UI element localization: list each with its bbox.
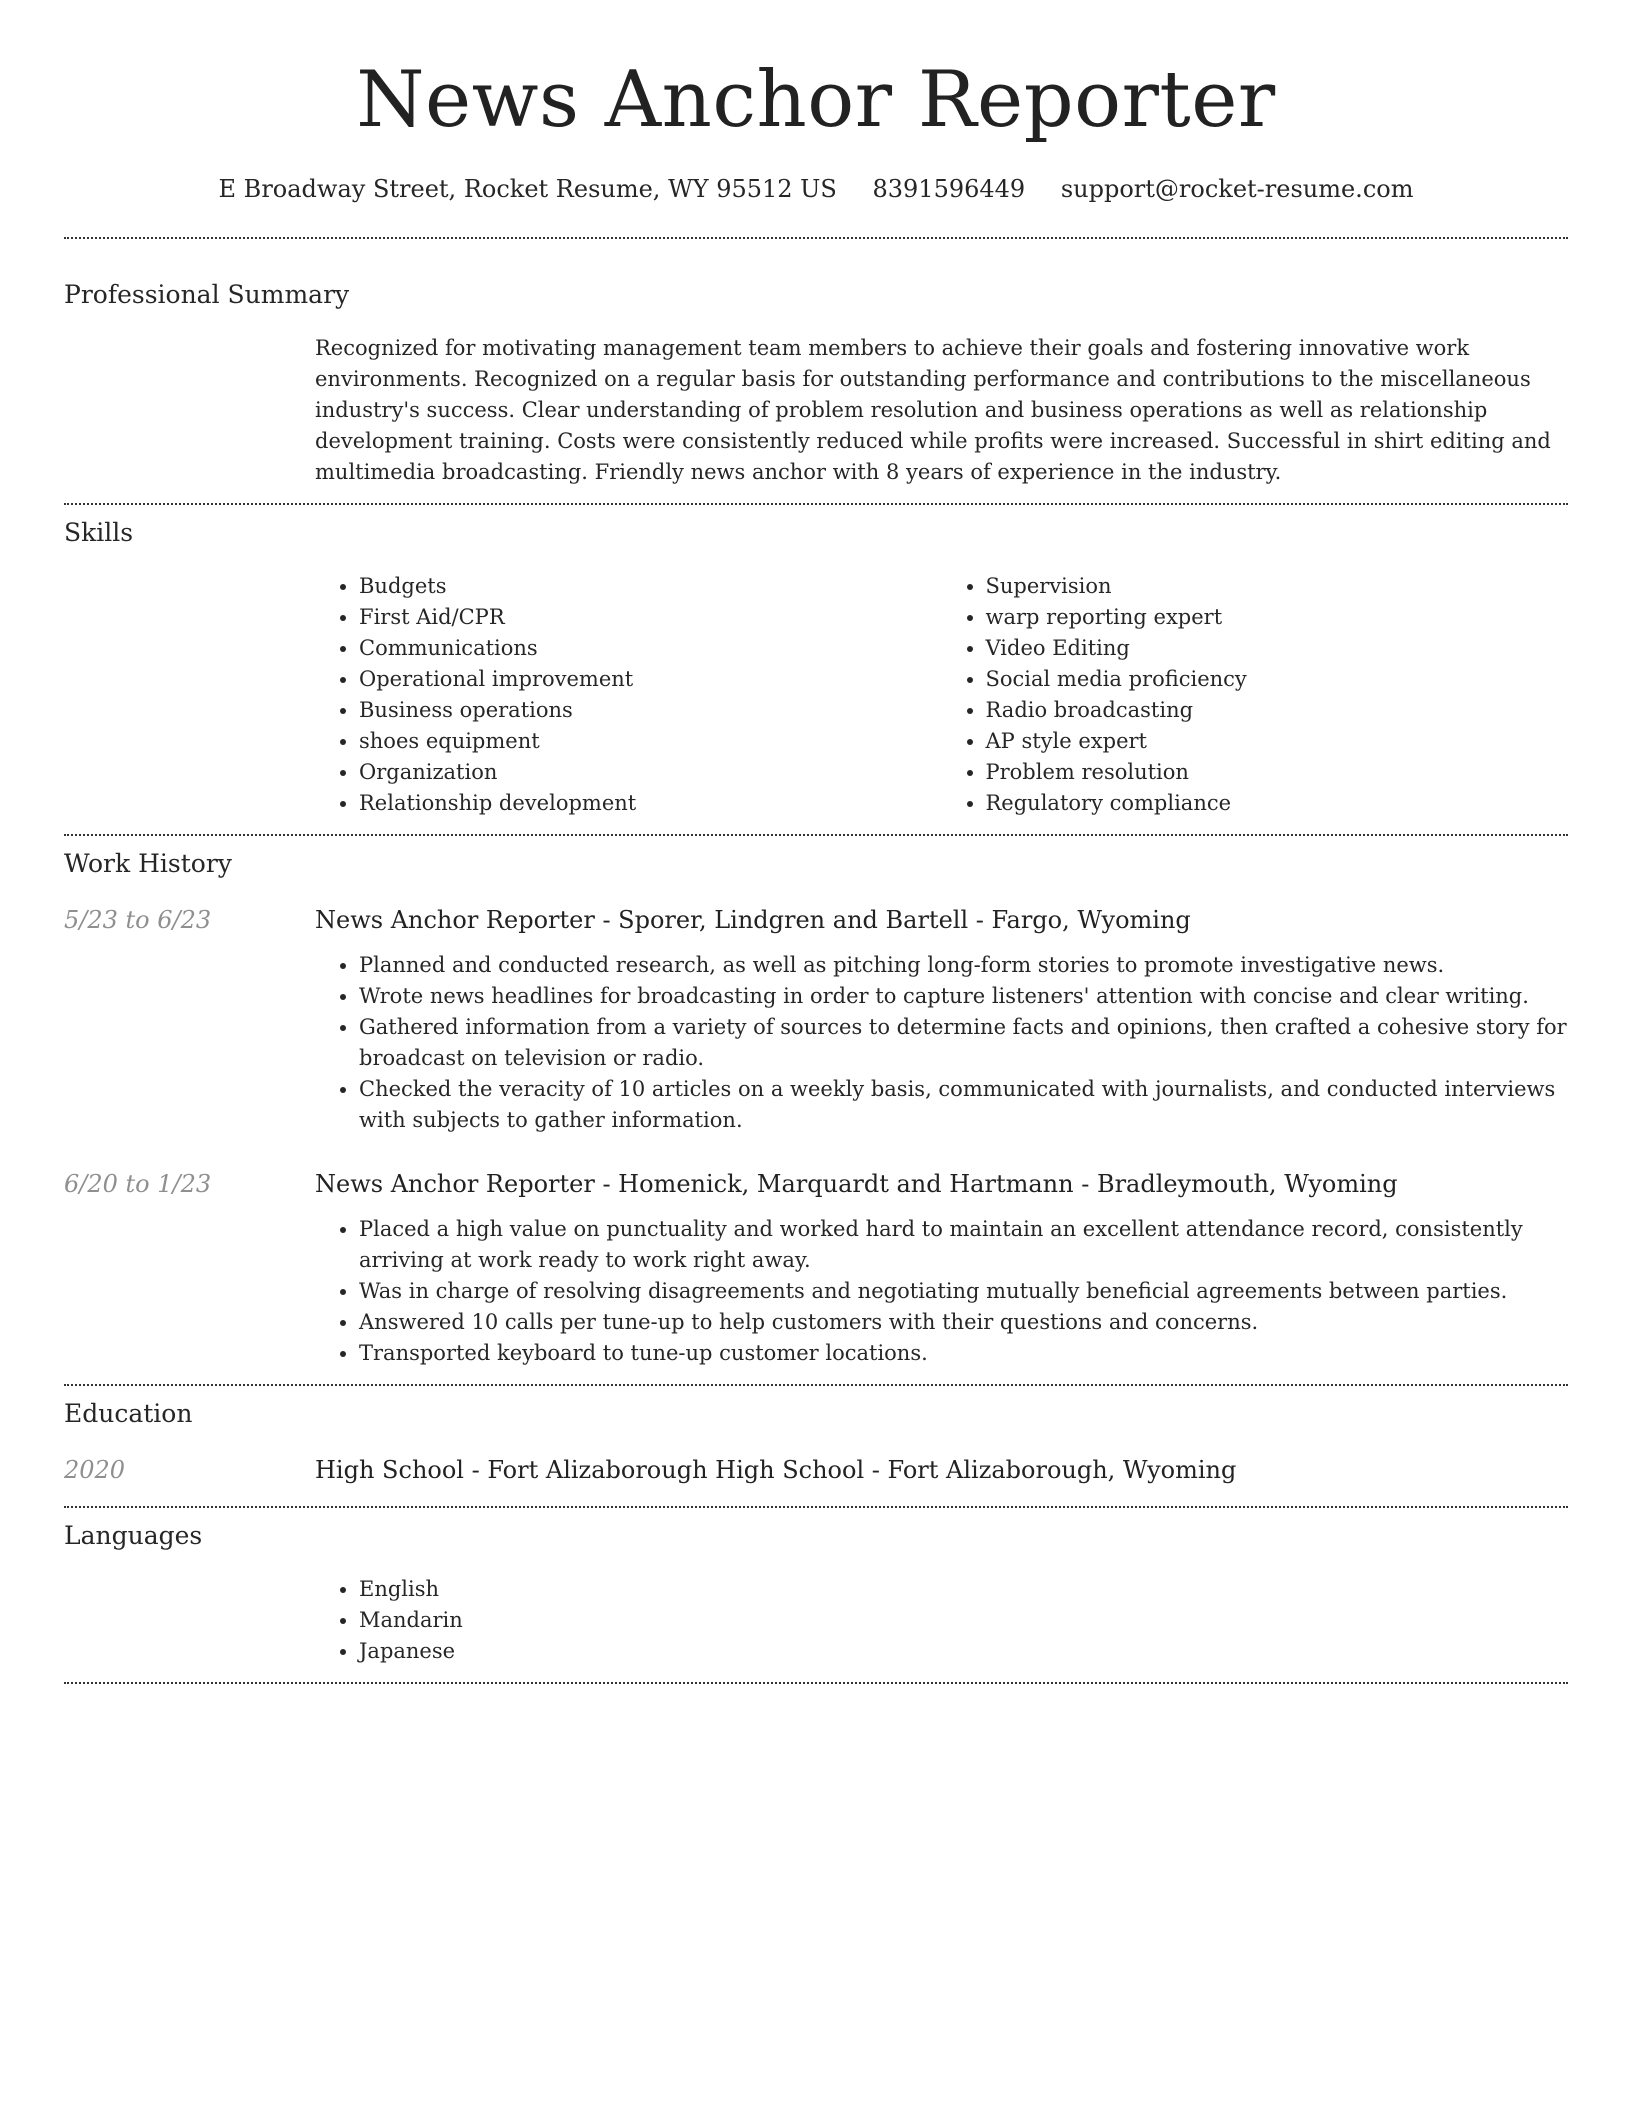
skill-item: • First Aid/CPR bbox=[359, 602, 942, 633]
job-bullet: • Gathered information from a variety of sources to determine facts and opinions, then crafted a cohesive story for broadcast on television or radio. bbox=[359, 1012, 1568, 1074]
divider bbox=[64, 503, 1568, 505]
contact-address: E Broadway Street, Rocket Resume, WY 95512 US bbox=[218, 175, 837, 203]
job-bullets bbox=[315, 1214, 1568, 1369]
skill-item: • Organization bbox=[359, 757, 942, 788]
job-bullet: • Answered 10 calls per tune-up to help customers with their questions and concerns. bbox=[359, 1307, 1568, 1338]
job-bullets bbox=[315, 950, 1568, 1136]
job-header bbox=[64, 904, 1568, 936]
languages-heading: Languages bbox=[64, 1521, 203, 1550]
job-bullet: • Wrote news headlines for broadcasting in order to capture listeners' attention with concise and clear writing. bbox=[359, 981, 1568, 1012]
language-item: • English bbox=[359, 1574, 1568, 1605]
skill-item: • Regulatory compliance bbox=[986, 788, 1569, 819]
resume-page bbox=[64, 0, 1568, 1684]
job-bullet: • Placed a high value on punctuality and worked hard to maintain an excellent attendance record, consistently arriving at work ready to work right away. bbox=[359, 1214, 1568, 1276]
job-bullet: • Was in charge of resolving disagreements and negotiating mutually beneficial agreements between parties. bbox=[359, 1276, 1568, 1307]
language-item: • Japanese bbox=[359, 1636, 1568, 1667]
summary-heading: Professional Summary bbox=[64, 280, 350, 309]
job-entry bbox=[64, 1168, 1568, 1369]
job-bullet: • Checked the veracity of 10 articles on a weekly basis, communicated with journalists, and conducted interviews with subjects to gather information. bbox=[359, 1074, 1568, 1136]
education-date: 2020 bbox=[64, 1456, 126, 1484]
skill-item: • shoes equipment bbox=[359, 726, 942, 757]
job-date: 6/20 to 1/23 bbox=[64, 1170, 212, 1198]
skill-item: • Problem resolution bbox=[986, 757, 1569, 788]
skills-list bbox=[315, 571, 1568, 819]
language-item: • Mandarin bbox=[359, 1605, 1568, 1636]
job-bullet: • Transported keyboard to tune-up customer locations. bbox=[359, 1338, 1568, 1369]
skills-heading: Skills bbox=[64, 518, 134, 547]
education-title: High School - Fort Alizaborough High School - Fort Alizaborough, Wyoming bbox=[315, 1456, 1237, 1484]
skill-item: • Video Editing bbox=[986, 633, 1569, 664]
job-entry bbox=[64, 904, 1568, 1136]
job-details bbox=[315, 1214, 1568, 1369]
divider bbox=[64, 237, 1568, 239]
divider bbox=[64, 1384, 1568, 1386]
work-history-heading: Work History bbox=[64, 849, 232, 878]
job-title: News Anchor Reporter - Sporer, Lindgren and Bartell - Fargo, Wyoming bbox=[315, 906, 1191, 934]
page-title: News Anchor Reporter bbox=[356, 55, 1276, 145]
skill-item: • Relationship development bbox=[359, 788, 942, 819]
skill-item: • Budgets bbox=[359, 571, 942, 602]
job-title: News Anchor Reporter - Homenick, Marquardt and Hartmann - Bradleymouth, Wyoming bbox=[315, 1170, 1398, 1198]
skill-item: • AP style expert bbox=[986, 726, 1569, 757]
skill-item: • Business operations bbox=[359, 695, 942, 726]
contact-line bbox=[64, 174, 1568, 204]
languages-list bbox=[315, 1574, 1568, 1667]
skill-item: • Supervision bbox=[986, 571, 1569, 602]
skills-column-right bbox=[942, 571, 1569, 819]
divider bbox=[64, 1682, 1568, 1684]
divider bbox=[64, 834, 1568, 836]
contact-email: support@rocket-resume.com bbox=[1060, 175, 1414, 203]
skills-column-left bbox=[315, 571, 942, 819]
divider bbox=[64, 1506, 1568, 1508]
skill-item: • Operational improvement bbox=[359, 664, 942, 695]
job-details bbox=[315, 950, 1568, 1136]
job-header bbox=[64, 1168, 1568, 1200]
summary-body bbox=[315, 333, 1568, 488]
job-bullet: • Planned and conducted research, as well as pitching long-form stories to promote investigative news. bbox=[359, 950, 1568, 981]
languages-body bbox=[315, 1574, 1568, 1667]
skill-item: • Social media proficiency bbox=[986, 664, 1569, 695]
contact-phone: 8391596449 bbox=[872, 175, 1026, 203]
job-date: 5/23 to 6/23 bbox=[64, 906, 212, 934]
summary-text: Recognized for motivating management team members to achieve their goals and fostering innovative work environments. Recognized on a regular basis for outstanding performance and contributions to the miscellaneous industry's success. Clear understanding of problem resolution and business operations as well as relationship development training. Costs were consistently reduced while profits were increased. Successful in shirt editing and multimedia broadcasting. Friendly news anchor with 8 years of experience in the industry. bbox=[315, 336, 1551, 484]
education-heading: Education bbox=[64, 1399, 193, 1428]
skill-item: • warp reporting expert bbox=[986, 602, 1569, 633]
skill-item: • Radio broadcasting bbox=[986, 695, 1569, 726]
skill-item: • Communications bbox=[359, 633, 942, 664]
education-entry bbox=[64, 1454, 1568, 1486]
